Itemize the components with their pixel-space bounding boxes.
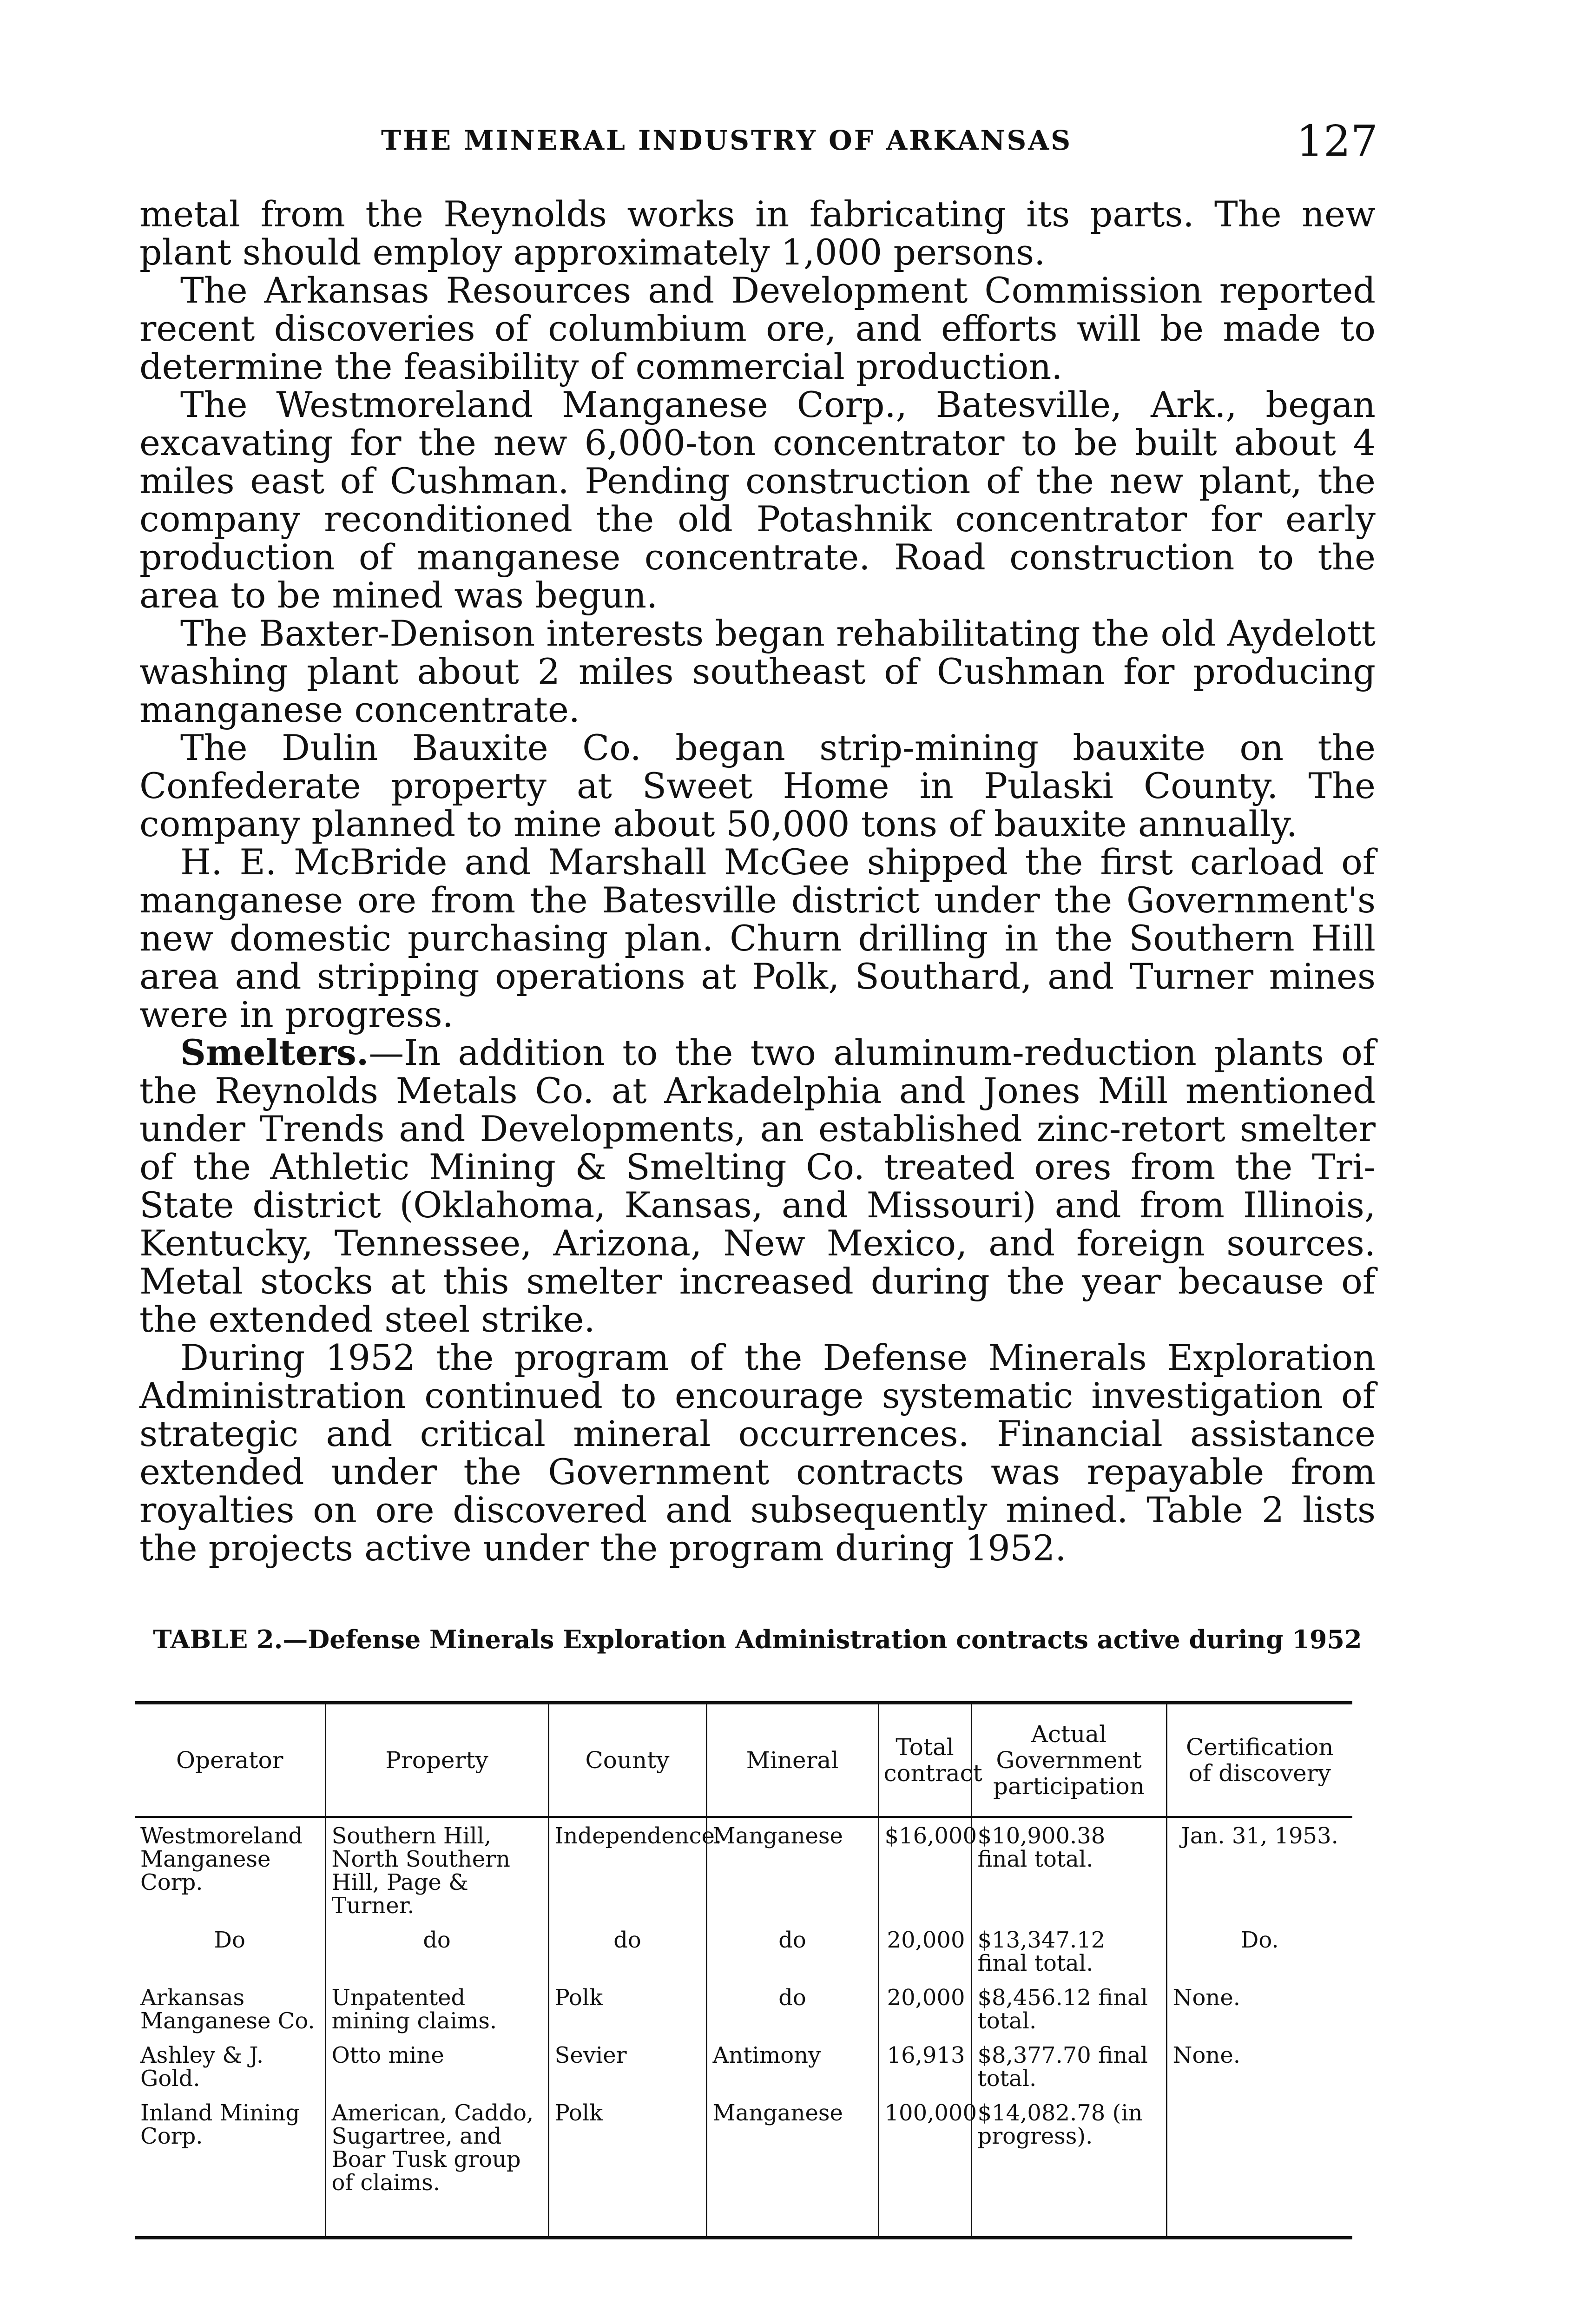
cell-cert [1166, 2095, 1352, 2238]
cell-actual: $14,082.78 (in progress). [971, 2095, 1166, 2238]
cell-mineral: do [706, 1980, 878, 2037]
cell-mineral: Manganese [706, 2095, 878, 2238]
cell-county: Polk [548, 1980, 706, 2037]
paragraph: During 1952 the program of the Defense Minerals Exploration Administration continued to encourage systematic investigation of strategic and critical mineral occurrences. Financial assistance extended under the Government contracts was repayable from royalties on ore discovered and subsequently mined. Table 2 lists the projects active under the program during 1952. [139, 1337, 1376, 1569]
cell-operator: Ashley & J. Gold. [140, 2042, 264, 2092]
paragraph: The Arkansas Resources and Development Commission reported recent discoveries of columbium ore, and efforts will be made to determine the feasibility of commercial production. [139, 270, 1376, 387]
col-actual-participation: Actual Government participation [971, 1703, 1166, 1817]
cell-total: 16,913 [878, 2037, 971, 2095]
paragraph-smelters: Smelters.—In addition to the two aluminum-reduction plants of the Reynolds Metals Co. at Arkadelphia and Jones Mill mentioned under Trends and Developments, an established zinc-retort smelter of the Athletic Mining & Smelting Co. treated ores from the Tri-State district (Oklahoma, Kansas, and Missouri) and from Illinois, Kentucky, Tennessee, Arizona, New Mexico, and foreign sources. Metal stocks at this smelter increased during the year because of the extended steel strike. [139, 1032, 1376, 1340]
body-text [139, 195, 1376, 1567]
cell-property: do [325, 1922, 548, 1980]
running-head: THE MINERAL INDUSTRY OF ARKANSAS [381, 125, 1073, 156]
cell-total: 20,000 [878, 1922, 971, 1980]
cell-total: $16,000 [878, 1817, 971, 1922]
cell-county: Independence. [548, 1817, 706, 1922]
table-row [135, 1922, 1352, 1980]
cell-property: Southern Hill, North Southern Hill, Page & Turner. [325, 1817, 548, 1922]
cell-county: Sevier [548, 2037, 706, 2095]
cell-actual: $8,456.12 final total. [971, 1980, 1166, 2037]
col-certification: Certification of discovery [1166, 1703, 1352, 1817]
table-row [135, 1817, 1352, 1922]
cell-property: Unpatented mining claims. [325, 1980, 548, 2037]
table-row [135, 2037, 1352, 2095]
cell-cert: None. [1166, 1980, 1352, 2037]
table-row [135, 1980, 1352, 2037]
cell-actual: $8,377.70 final total. [971, 2037, 1166, 2095]
paragraph: The Westmoreland Manganese Corp., Batesville, Ark., began excavating for the new 6,000-ton concentrator to be built about 4 miles east of Cushman. Pending construction of the new plant, the company reconditioned the old Potashnik concentrator for early production of manganese concentrate. Road construction to the area to be mined was begun. [139, 384, 1376, 616]
table-title: TABLE 2.—Defense Minerals Exploration Administration contracts active during 1952 [153, 1624, 1362, 1654]
paragraph: H. E. McBride and Marshall McGee shipped the first carload of manganese ore from the Batesville district under the Government's new domestic purchasing plan. Churn drilling in the Southern Hill area and stripping operations at Polk, Southard, and Turner mines were in progress. [139, 841, 1376, 1035]
cell-actual: $10,900.38 final total. [971, 1817, 1166, 1922]
smelters-heading: Smelters. [180, 1032, 369, 1073]
col-mineral: Mineral [706, 1703, 878, 1817]
cell-operator: Inland Mining Corp. [140, 2100, 300, 2149]
cell-actual: $13,347.12 final total. [971, 1922, 1166, 1980]
table-row [135, 2095, 1352, 2238]
cell-county: Polk [548, 2095, 706, 2238]
cell-county: do [548, 1922, 706, 1980]
contracts-table [135, 1701, 1352, 2239]
cell-cert: None. [1166, 2037, 1352, 2095]
cell-operator: Westmoreland Manganese Corp. [140, 1823, 303, 1895]
col-total-contract: Total contract [878, 1703, 971, 1817]
col-county: County [548, 1703, 706, 1817]
paragraph: The Dulin Bauxite Co. began strip-mining bauxite on the Confederate property at Sweet Home in Pulaski County. The company planned to mine about 50,000 tons of bauxite annually. [139, 727, 1376, 845]
cell-cert: Jan. 31, 1953. [1166, 1817, 1352, 1922]
cell-total: 100,000 [878, 2095, 971, 2238]
page-header [139, 116, 1378, 167]
cell-operator: Arkansas Manganese Co. [140, 1985, 315, 2034]
cell-total: 20,000 [878, 1980, 971, 2037]
cell-property: Otto mine [325, 2037, 548, 2095]
col-operator: Operator [176, 1747, 283, 1774]
cell-operator: Do [214, 1927, 245, 1953]
col-property: Property [325, 1703, 548, 1817]
cell-mineral: Antimony [706, 2037, 878, 2095]
paragraph: metal from the Reynolds works in fabricating its parts. The new plant should employ approximately 1,000 persons. [139, 193, 1376, 273]
page-number: 127 [1296, 116, 1378, 166]
paragraph: The Baxter-Denison interests began rehabilitating the old Aydelott washing plant about 2 miles southeast of Cushman for producing manganese concentrate. [139, 613, 1376, 730]
cell-mineral: Manganese [706, 1817, 878, 1922]
table-header-row [135, 1703, 1352, 1817]
cell-mineral: do [706, 1922, 878, 1980]
cell-property: American, Caddo, Sugartree, and Boar Tusk group of claims. [325, 2095, 548, 2238]
cell-cert: Do. [1166, 1922, 1352, 1980]
